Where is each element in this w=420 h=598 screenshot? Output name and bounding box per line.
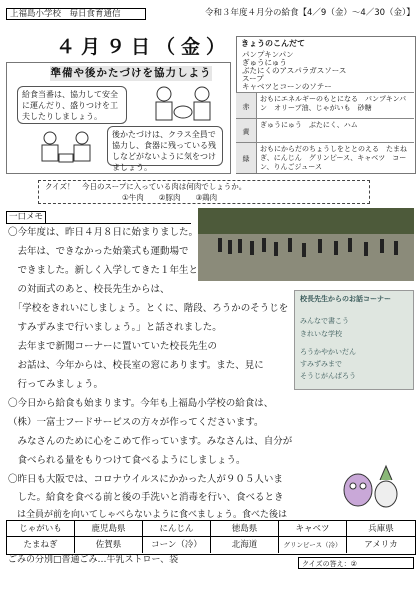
- opening-ceremony-photo: [198, 208, 414, 281]
- quiz-question: クイズ！ 今日のスープに入っている肉は何肉でしょうか。: [45, 182, 247, 191]
- origin-food: キャベツ: [279, 521, 347, 537]
- food-group-row: [236, 142, 414, 173]
- food-group-foods: おもにエネルギーのもとになる パンプキンパン オリーブ油、じゃがいも 砂糖: [260, 95, 407, 112]
- origin-place: 徳島県: [211, 521, 279, 537]
- memo-line: 行ってみましょう。: [8, 379, 104, 390]
- school-newsletter-title: 上福島小学校 毎日食育通信: [6, 8, 146, 20]
- memo-line: 去年は、できなかった始業式も運動場で: [8, 246, 189, 257]
- food-group-table: [236, 92, 414, 172]
- memo-line: 「学校をきれいにしましょう。とくに、階段、ろうかのそうじを: [8, 303, 289, 314]
- memo-line: 食べられる量をもりつけて食べるようにしましょう。: [8, 455, 246, 466]
- menu-heading: きょうのこんだて: [241, 39, 305, 48]
- memo-line: 〇昨日も大阪では、コロナウイルスにかかった人が９０５人いま: [8, 474, 283, 485]
- menu-item: スープ: [242, 74, 264, 83]
- ingredient-origin-table: [6, 520, 416, 555]
- food-characters-illustration: [336, 458, 406, 516]
- food-group-label: 黄: [236, 119, 257, 143]
- origin-place: 北海道: [211, 537, 279, 553]
- food-group-label: 緑: [236, 143, 257, 173]
- memo-line: 〇今年度は、昨日４月８日に始まりました。: [8, 227, 199, 238]
- origin-food: グリンピース（冷）: [279, 537, 347, 553]
- memo-line: した。給食を食べる前と後の手洗いと消毒を行い、食べるとき: [8, 492, 284, 503]
- food-group-row: [236, 118, 414, 143]
- food-group-row: [236, 92, 414, 119]
- origin-food: コーン（冷）: [143, 537, 211, 553]
- memo-line: お話は、今年からは、校長室の窓にあります。また、見に: [8, 360, 264, 371]
- trash-sorting-note: ごみの分別□普通ごみ…牛乳ストロー、袋: [8, 555, 179, 565]
- origin-place: 佐賀県: [75, 537, 143, 553]
- food-group-label: 赤: [236, 93, 257, 119]
- food-group-foods: ぎゅうにゅう ぶたにく、ハム: [260, 121, 358, 129]
- memo-line: は全員が前を向いてしゃべらないように食べましょう。食べた後は: [8, 510, 288, 520]
- poster-title: 校長先生からのお話コーナー: [300, 295, 391, 303]
- serving-children-illustration: [150, 82, 222, 126]
- poster-line: きれいな学校: [300, 330, 342, 338]
- origin-food: じゃがいも: [7, 521, 75, 537]
- serving-duty-note: 給食当番は、協力して安全に運んだり、盛りつけを工夫したりしましょう。: [17, 86, 127, 124]
- quiz-answer: クイズの答え：②: [298, 557, 414, 569]
- memo-line: すみずみまで行いましょう。」と話されました。: [8, 322, 222, 333]
- food-group-foods: おもにからだのちょうしをととのえる たまねぎ、にんじん グリンピース、キャベツ コーン、りんごジュース: [260, 145, 407, 171]
- origin-place: 兵庫県: [347, 521, 415, 537]
- memo-divider: [6, 223, 191, 224]
- poster-line: すみずみまで: [300, 360, 342, 368]
- memo-line: の対面式のあと、校長先生からは、: [8, 284, 170, 295]
- cooperation-banner: 準備や後かたづけを協力しよう: [50, 67, 212, 79]
- memo-heading: 一口メモ: [6, 211, 46, 224]
- cleanup-children-illustration: [34, 128, 104, 168]
- memo-line: 去年まで新聞コーナーに置いていた校長先生の: [8, 341, 218, 352]
- memo-line: （株）一富士フードサービスの方々が作ってくださいます。: [8, 417, 264, 428]
- origin-food: にんじん: [143, 521, 211, 537]
- origin-food: たまねぎ: [7, 537, 75, 553]
- memo-line: みなさんのために心をこめて作っています。みなさんは、自分が: [8, 436, 293, 447]
- menu-item: パンプキンパン: [242, 50, 294, 59]
- memo-line: できました。新しく入学してきた１年生と: [8, 265, 199, 276]
- date-title: ４月９日（金）: [56, 36, 232, 58]
- menu-item: ぶたにくのアスパラガスソース: [242, 66, 347, 75]
- quiz-choices: ①牛肉 ②豚肉 ③鶏肉: [122, 193, 218, 202]
- memo-line: 〇今日から給食も始まります。今年も上福島小学校の給食は、: [8, 398, 274, 409]
- poster-line: みんなで書こう: [300, 317, 349, 325]
- menu-item: キャベツとコーンのソテー: [242, 82, 332, 91]
- menu-item: ぎゅうにゅう: [242, 58, 287, 67]
- cleanup-note: 後かたづけは、クラス全員で協力し、食器に残っている残しなどがないように気をつけましょう。: [107, 126, 223, 166]
- poster-line: ろうかやかいだん: [300, 348, 356, 356]
- origin-place: 鹿児島県: [75, 521, 143, 537]
- menu-period: 令和３年度４月分の給食【4／9（金）～4／30（金）】: [205, 8, 415, 18]
- origin-place: アメリカ: [364, 540, 398, 550]
- poster-line: そうじがんばろう: [300, 372, 356, 380]
